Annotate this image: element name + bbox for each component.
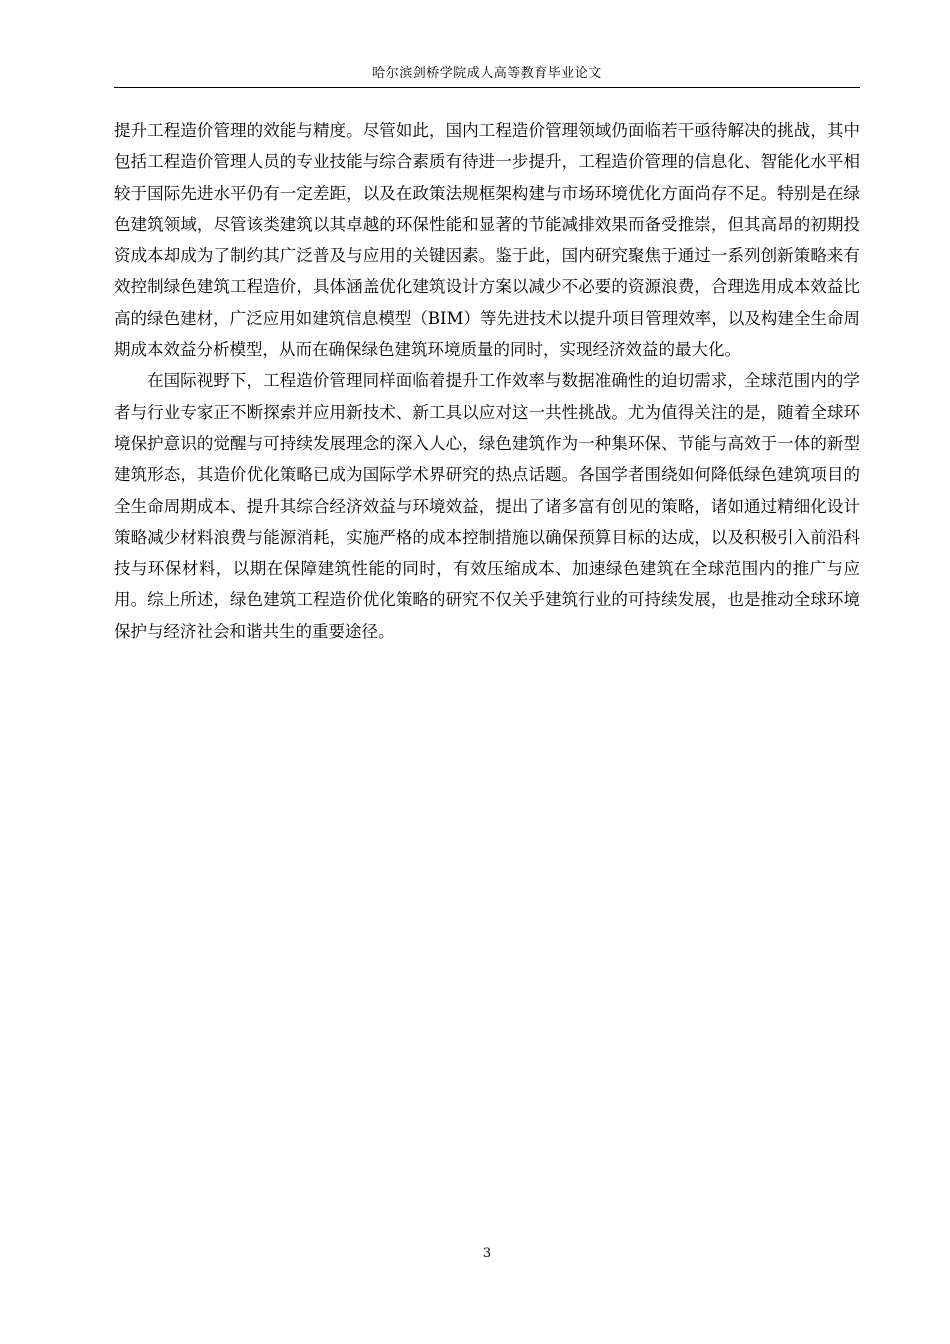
document-body <box>114 115 860 647</box>
header-divider <box>114 87 860 88</box>
paragraph-continued: 提升工程造价管理的效能与精度。尽管如此，国内工程造价管理领域仍面临若干亟待解决的挑战，其中包括工程造价管理人员的专业技能与综合素质有待进一步提升，工程造价管理的信息化、智能化水平相较于国际先进水平仍有一定差距，以及在政策法规框架构建与市场环境优化方面尚存不足。特别是在绿色建筑领域，尽管该类建筑以其卓越的环保性能和显著的节能减排效果而备受推崇，但其高昂的初期投资成本却成为了制约其广泛普及与应用的关键因素。鉴于此，国内研究聚焦于通过一系列创新策略来有效控制绿色建筑工程造价，具体涵盖优化建筑设计方案以减少不必要的资源浪费，合理选用成本效益比高的绿色建材，广泛应用如建筑信息模型（BIM）等先进技术以提升项目管理效率，以及构建全生命周期成本效益分析模型，从而在确保绿色建筑环境质量的同时，实现经济效益的最大化。 <box>114 121 860 360</box>
page-header-title: 哈尔滨剑桥学院成人高等教育毕业论文 <box>372 66 602 81</box>
paragraph-international-view: 在国际视野下，工程造价管理同样面临着提升工作效率与数据准确性的迫切需求，全球范围内的学者与行业专家正不断探索并应用新技术、新工具以应对这一共性挑战。尤为值得关注的是，随着全球环境保护意识的觉醒与可持续发展理念的深入人心，绿色建筑作为一种集环保、节能与高效于一体的新型建筑形态，其造价优化策略已成为国际学术界研究的热点话题。各国学者围绕如何降低绿色建筑项目的全生命周期成本、提升其综合经济效益与环境效益，提出了诸多富有创见的策略，诸如通过精细化设计策略减少材料浪费与能源消耗，实施严格的成本控制措施以确保预算目标的达成，以及积极引入前沿科技与环保材料，以期在保障建筑性能的同时，有效压缩成本、加速绿色建筑在全球范围内的推广与应用。综上所述，绿色建筑工程造价优化策略的研究不仅关乎建筑行业的可持续发展，也是推动全球环境保护与经济社会和谐共生的重要途径。 <box>114 371 860 641</box>
page-number: 3 <box>482 1246 492 1261</box>
